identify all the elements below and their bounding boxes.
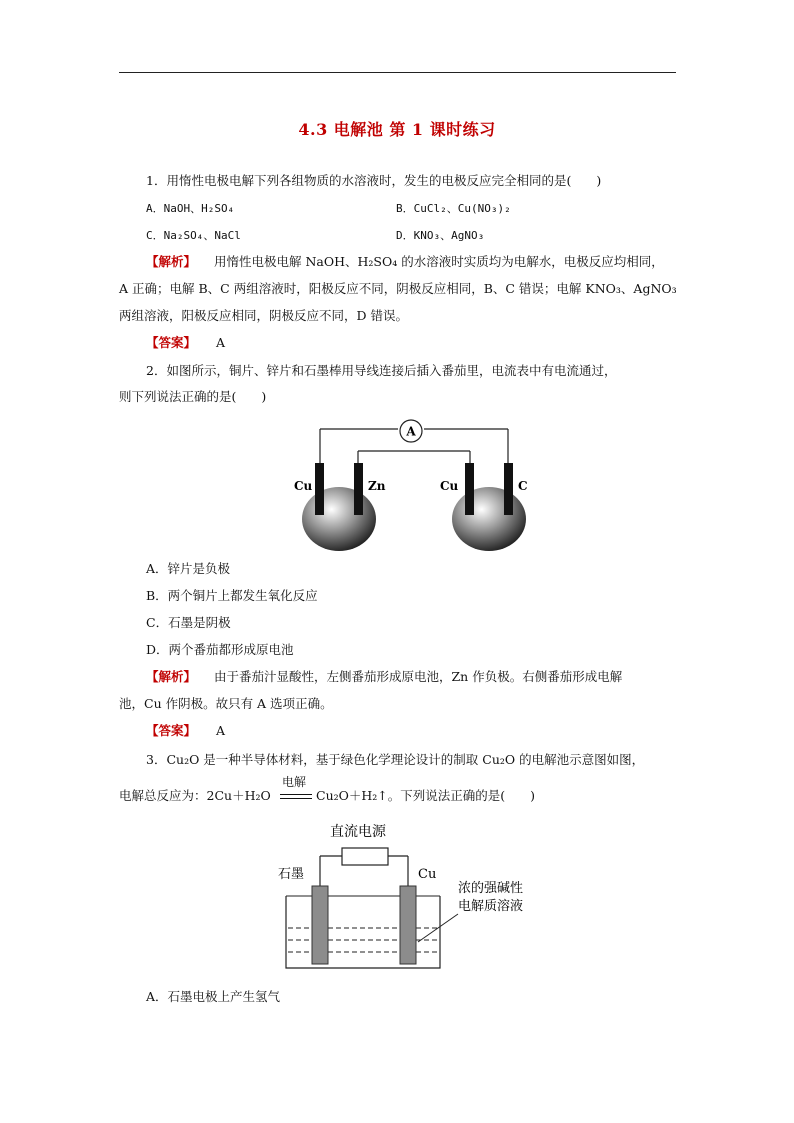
dc-power-source [342,848,388,865]
q1-analysis-line-2: A 正确；电解 B、C 两组溶液时，阳极反应不同，阴极反应相同，B、C 错误；电解 KNO₃、AgNO₃ [119,281,677,296]
graphite-electrode [312,886,328,964]
q1-analysis-line-3: 两组溶液，阳极反应相同，阴极反应不同，D 错误。 [119,308,408,323]
q1-analysis-tag: 【解析】 [146,254,197,269]
q3-electrolysis-figure [268,818,578,976]
graphite-label: 石墨 [278,867,305,882]
ammeter-label: A [406,424,416,439]
q2-answer: A [216,723,226,738]
q1-option-a: A．NaOH、H₂SO₄ [146,202,235,215]
q1-stem: 1．用惰性电极电解下列各组物质的水溶液时，发生的电极反应完全相同的是( ) [146,173,602,188]
q2-stem-line-1: 2．如图所示，铜片、锌片和石墨棒用导线连接后插入番茄里，电流表中有电流通过， [146,363,617,378]
label-c: C [518,479,528,493]
q3-stem-line-2-pre: 电解总反应为：2Cu＋H₂O [119,788,271,803]
left-tomato [302,487,376,551]
power-source-label: 直流电源 [330,824,386,840]
q1-answer-tag: 【答案】 [146,335,197,350]
label-cu-right: Cu [440,479,459,493]
right-tomato [452,487,526,551]
ammeter-icon [400,420,422,442]
solution-label-2: 电解质溶液 [458,899,524,914]
q3-reaction-arrow [280,794,312,799]
label-cu-left: Cu [294,479,313,493]
q2-analysis-line-1: 由于番茄汁显酸性，左侧番茄形成原电池，Zn 作负极。右侧番茄形成电解 [214,669,623,684]
solution-label-1: 浓的强碱性 [458,881,524,896]
cu-label: Cu [418,867,437,882]
cu-electrode [400,886,416,964]
q2-answer-tag: 【答案】 [146,723,197,738]
header-rule [119,72,676,73]
q2-option-a: A．锌片是负极 [146,561,231,576]
q1-answer: A [216,335,226,350]
q1-analysis-line-1: 用惰性电极电解 NaOH、H₂SO₄ 的水溶液时实质均为电解水，电极反应均相同， [214,254,664,269]
q2-option-d: D．两个番茄都形成原电池 [146,642,294,657]
q2-tomato-figure [288,415,558,555]
label-zn: Zn [368,479,386,493]
q2-option-c: C．石墨是阴极 [146,615,231,630]
q2-stem-line-2: 则下列说法正确的是( ) [119,389,267,404]
q3-reaction-condition: 电解 [282,775,307,789]
q1-option-c: C．Na₂SO₄、NaCl [146,229,241,242]
q1-option-d: D．KNO₃、AgNO₃ [396,229,485,242]
q3-option-a: A．石墨电极上产生氢气 [146,989,281,1004]
q3-stem-line-1: 3．Cu₂O 是一种半导体材料，基于绿色化学理论设计的制取 Cu₂O 的电解池示意图如图， [146,752,645,767]
q1-option-b: B．CuCl₂、Cu(NO₃)₂ [396,202,511,215]
q2-analysis-tag: 【解析】 [146,669,197,684]
q3-stem-line-2-post: Cu₂O＋H₂↑。下列说法正确的是( ) [316,788,536,803]
q2-option-b: B．两个铜片上都发生氧化反应 [146,588,318,603]
q2-analysis-line-2: 池，Cu 作阴极。故只有 A 选项正确。 [119,696,333,711]
page-title: 4.3 电解池 第 1 课时练习 [298,120,496,139]
